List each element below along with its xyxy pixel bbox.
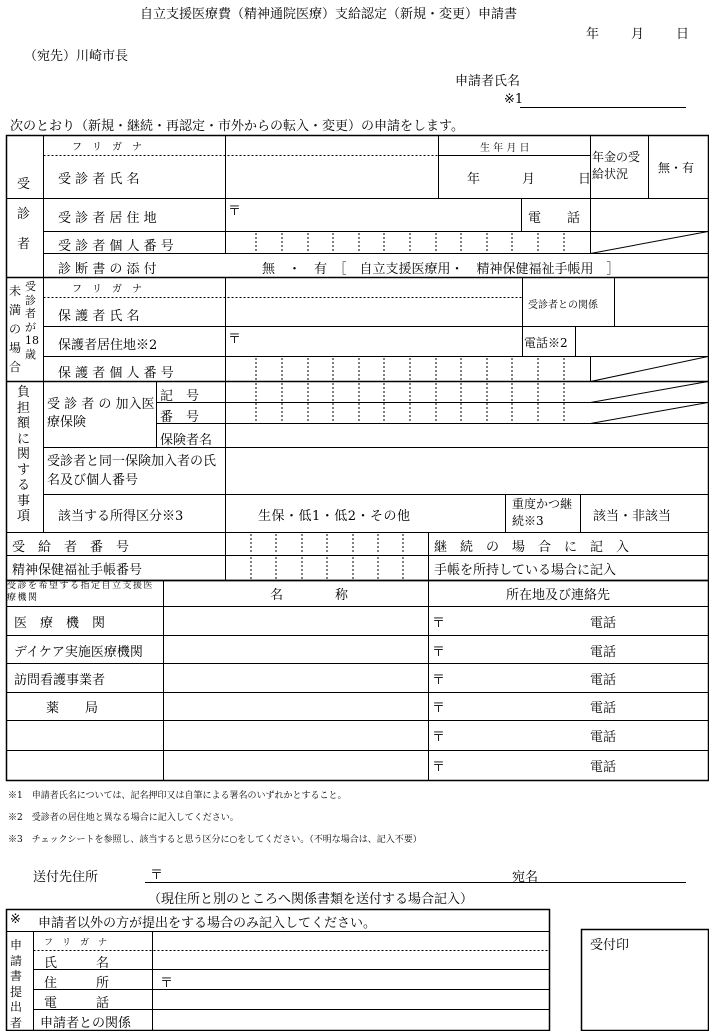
patient-section-label: 受診者 [17, 177, 31, 252]
patient-dob-month: 月 [522, 172, 536, 187]
institution-type: デイケア実施医療機関 [14, 645, 143, 660]
recipient-number-field[interactable] [226, 533, 428, 555]
institutions-name-header: 名 称 [270, 588, 349, 603]
institution-name-field[interactable] [164, 636, 428, 663]
guardian-relation-field[interactable] [615, 278, 708, 326]
guardian-section-label: 未満の場合 [9, 284, 22, 374]
submitter-phone-label: 電 話 [44, 996, 110, 1011]
institution-phone-label: 電話 [590, 673, 617, 688]
insurance-label: 受 診 者 の 加入医療保険 [47, 397, 155, 430]
institution-phone-label: 電話 [590, 645, 617, 660]
institution-name-field[interactable] [164, 693, 428, 720]
institution-type: 薬 局 [46, 701, 99, 716]
insurer-name-label: 保険者名 [160, 433, 213, 448]
guardian-address-label: 保護者居住地※2 [58, 338, 158, 353]
institution-postal-mark: 〒 [432, 673, 446, 688]
footnote-1: ※1 申請者氏名については、記名押印又は自筆による署名のいずれかとすること。 [8, 791, 347, 801]
applicant-name-label: 申請者氏名 [455, 74, 521, 89]
patient-phone-label: 電 話 [528, 211, 581, 226]
guardian-phone-field[interactable] [576, 327, 708, 356]
submitter-address-label: 住 所 [44, 976, 110, 991]
sendto-note: （現住所と別のところへ関係書類を送付する場合記入） [148, 892, 474, 907]
applicant-name-field[interactable] [520, 90, 686, 107]
severe-continuous-options[interactable]: 該当・非該当 [593, 509, 672, 524]
guardian-section-sublabel: 受診者が18歳 [25, 280, 39, 361]
patient-name-field[interactable] [226, 156, 438, 198]
institution-postal-mark: 〒 [432, 701, 446, 716]
institution-phone-label: 電話 [590, 730, 617, 745]
guardian-name-label: 保 護 者 氏 名 [58, 309, 140, 324]
sendto-addressee-label: 宛名 [512, 870, 539, 885]
pension-status-label: 年金の受給状況 [592, 150, 641, 181]
institution-phone-label: 電話 [590, 701, 617, 716]
recipient-number-note: 継 続 の 場 合 に 記 入 [434, 540, 630, 555]
insurance-number-label: 番 号 [160, 410, 200, 425]
guardian-mynumber-field[interactable] [226, 357, 590, 381]
patient-phone-field[interactable] [591, 199, 708, 231]
handbook-number-label: 精神保健福祉手帳番号 [12, 563, 143, 578]
institution-name-field[interactable] [164, 721, 428, 750]
patient-dob-label: 生 年 月 日 [480, 143, 530, 154]
pension-status-options[interactable]: 無・有 [658, 161, 695, 175]
institution-name-field[interactable] [164, 607, 428, 635]
insurance-number-field[interactable] [226, 403, 590, 423]
guardian-address-field[interactable] [226, 327, 522, 356]
date-month-label: 月 [631, 27, 645, 42]
submitter-relation-field[interactable] [153, 1010, 549, 1030]
handbook-number-note: 手帳を所持している場合に記入 [434, 563, 617, 578]
sendto-label: 送付先住所 [33, 870, 99, 885]
sendto-postal-mark: 〒 [150, 868, 164, 883]
applicant-note-mark: ※1 [504, 92, 524, 107]
form-title: 自立支援医療費（精神通院医療）支給認定（新規・変更）申請書 [140, 7, 518, 22]
burden-section-label: 負担額に関する事項 [17, 385, 31, 524]
sendto-address-field[interactable] [160, 864, 500, 882]
institution-name-field[interactable] [164, 664, 428, 692]
patient-mynumber-field[interactable] [226, 232, 590, 253]
institution-type: 訪問看護事業者 [14, 673, 106, 688]
patient-address-label: 受 診 者 居 住 地 [58, 211, 157, 226]
submitter-address-field[interactable] [172, 970, 549, 989]
insurance-symbol-label: 記 号 [160, 389, 200, 404]
intro-statement: 次のとおり（新規・継続・再認定・市外からの転入・変更）の申請をします。 [10, 119, 464, 134]
date-day-label: 日 [676, 27, 690, 42]
submitter-name-label: 氏 名 [44, 956, 110, 971]
sendto-addressee-field[interactable] [545, 864, 685, 882]
severe-continuous-label: 重度かつ継続※3 [512, 497, 573, 528]
patient-dob-year: 年 [467, 172, 481, 187]
guardian-postal-mark: 〒 [228, 332, 242, 347]
guardian-phone-label: 電話※2 [524, 336, 568, 350]
income-class-label: 該当する所得区分※3 [58, 509, 184, 524]
patient-postal-mark: 〒 [228, 204, 242, 219]
institution-phone-label: 電話 [590, 616, 617, 631]
date-year-label: 年 [586, 27, 600, 42]
guardian-mynumber-label: 保 護 者 個 人 番 号 [58, 366, 174, 381]
certificate-label: 診 断 書 の 添 付 [58, 262, 157, 277]
patient-mynumber-label: 受 診 者 個 人 番 号 [58, 239, 174, 254]
institution-postal-mark: 〒 [432, 645, 446, 660]
submitter-heading: 申請者以外の方が提出をする場合のみ記入してください。 [38, 916, 377, 931]
patient-furigana-label: フ リ ガ ナ [72, 142, 142, 153]
addressee: （宛先）川崎市長 [24, 49, 129, 64]
recipient-number-label: 受 給 者 番 号 [12, 540, 130, 555]
submitter-phone-field[interactable] [153, 990, 549, 1009]
institution-postal-mark: 〒 [432, 760, 446, 775]
submitter-section-label: 申請書提出者 [10, 938, 23, 1030]
income-class-options[interactable]: 生保・低1・低2・その他 [258, 509, 411, 524]
guardian-furigana-label: フ リ ガ ナ [72, 284, 142, 295]
insurance-symbol-field[interactable] [226, 382, 590, 402]
submitter-postal-mark: 〒 [160, 976, 174, 991]
institution-name-field[interactable] [164, 751, 428, 780]
footnote-3: ※3 チェックシートを参照し、該当すると思う区分に○をしてください。（不明な場合は、記入不要） [8, 835, 422, 845]
guardian-name-field[interactable] [226, 298, 522, 326]
patient-name-label: 受 診 者 氏 名 [58, 172, 140, 187]
receipt-stamp-area [582, 952, 708, 1030]
patient-address-field[interactable] [226, 199, 521, 231]
guardian-relation-label: 受診者との関係 [528, 300, 598, 311]
institution-type: 医 療 機 関 [14, 616, 106, 631]
submitter-heading-mark: ※ [10, 912, 21, 927]
institutions-address-header: 所在地及び連絡先 [506, 588, 611, 603]
handbook-number-field[interactable] [226, 556, 428, 580]
certificate-options[interactable]: 無 ・ 有 ［ 自立支援医療用・ 精神保健福祉手帳用 ］ [262, 262, 620, 277]
same-insured-label: 受診者と同一保険加入者の氏名及び個人番号 [47, 454, 217, 488]
receipt-stamp-label: 受付印 [590, 938, 630, 953]
institutions-header-label: 受診を希望する指定自立支援医療機関 [7, 581, 155, 603]
patient-dob-day: 日 [578, 172, 592, 187]
submitter-name-field[interactable] [153, 932, 549, 969]
same-insured-field[interactable] [226, 448, 708, 494]
institution-postal-mark: 〒 [432, 730, 446, 745]
footnote-2: ※2 受診者の居住地と異なる場合に記入してください。 [8, 813, 239, 823]
submitter-furigana-label: フ リ ガ ナ [44, 938, 108, 948]
institution-phone-label: 電話 [590, 760, 617, 775]
institution-postal-mark: 〒 [432, 616, 446, 631]
submitter-relation-label: 申請者との関係 [40, 1016, 132, 1031]
insurer-name-field[interactable] [226, 424, 708, 447]
